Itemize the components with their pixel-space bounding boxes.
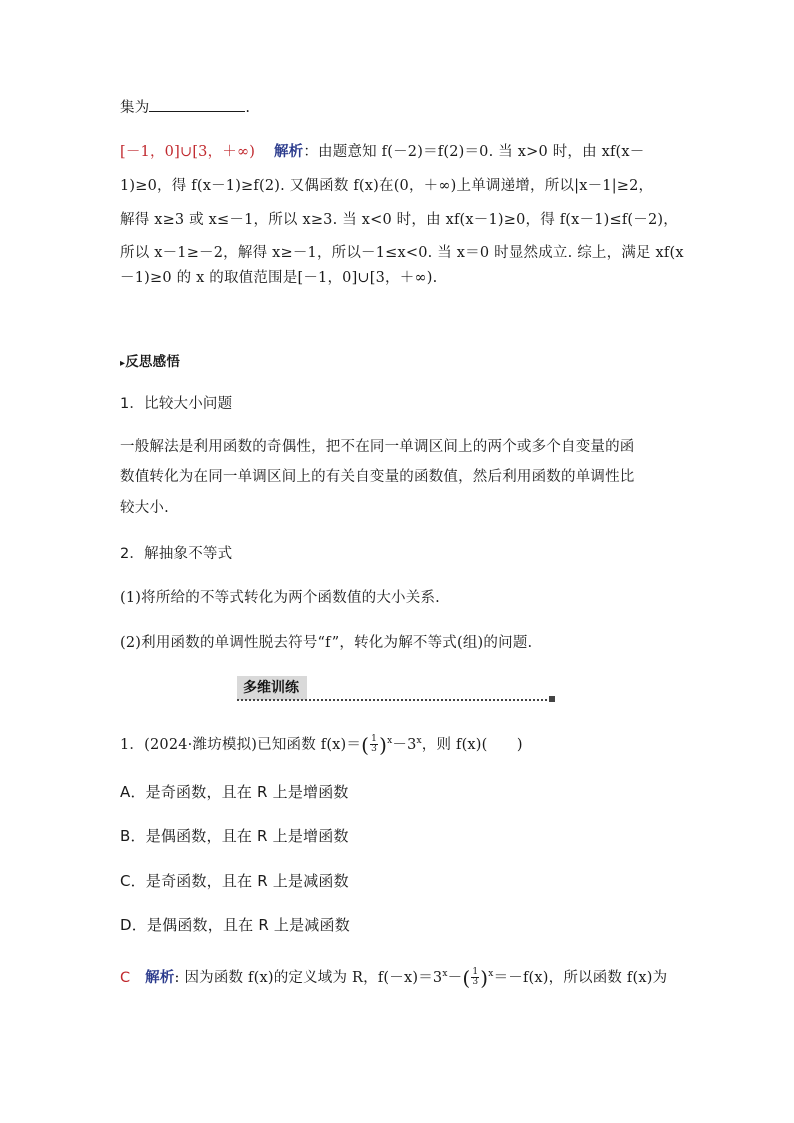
answer-blank	[149, 97, 245, 112]
blank-prefix: 集为	[120, 100, 150, 116]
reflection-item2-title: 2．解抽象不等式	[120, 546, 233, 562]
solution1-line1	[120, 142, 644, 162]
solution1-line5: －1)≥0 的 x 的取值范围是[－1，0]∪[3，＋∞).	[120, 270, 438, 286]
solution2-fraction	[471, 968, 479, 987]
paren-close-2: )	[480, 965, 489, 990]
reflection-item1-title: 1．比较大小问题	[120, 396, 233, 412]
reflection-marker-icon: ▸	[120, 358, 126, 369]
solution2-answer: C	[120, 969, 131, 986]
reflection-item1-line3: 较大小.	[120, 500, 169, 516]
option-b: B．是偶函数，且在 R 上是增函数	[120, 827, 349, 845]
question1-exponent-2: x	[416, 736, 422, 746]
reflection-item2-line2: (2)利用函数的单调性脱去符号“f”，转化为解不等式(组)的问题.	[120, 635, 533, 651]
question1-stem	[120, 731, 523, 755]
solution2-label: 解析	[145, 969, 175, 986]
question1-stem-text: 1．(2024·潍坊模拟)已知函数 f(x)＝	[120, 736, 362, 753]
solution1-label: 解析	[273, 144, 304, 160]
section-banner	[237, 676, 555, 702]
reflection-item1-line2: 数值转化为在同一单调区间上的有关自变量的函数值，然后利用函数的单调性比	[120, 469, 635, 485]
fraction-numerator-2: 1	[472, 967, 479, 978]
solution2-exponent-1: x	[442, 969, 448, 979]
solution2-line1	[120, 964, 667, 988]
solution2-text-c: ＝－f(x)，所以函数 f(x)为	[493, 969, 668, 986]
reflection-item2-line1: (1)将所给的不等式转化为两个函数值的大小关系.	[120, 590, 440, 606]
paren-close: )	[379, 732, 388, 757]
solution1-line2: 1)≥0，得 f(x－1)≥f(2). 又偶函数 f(x)在(0，＋∞)上单调递增，所以|x－1|≥2，	[120, 178, 654, 194]
option-c: C．是奇函数，且在 R 上是减函数	[120, 872, 349, 890]
solution2-exponent-2: x	[488, 969, 494, 979]
solution2-text-a: : 因为函数 f(x)的定义域为 R，f(－x)＝3	[174, 969, 443, 986]
solution2-text-b: －	[447, 969, 463, 986]
reflection-title: 反思感悟	[125, 354, 181, 370]
banner-title: 多维训练	[237, 676, 307, 700]
option-a: A．是奇函数，且在 R 上是增函数	[120, 783, 349, 801]
fraction-denominator: 3	[371, 744, 378, 755]
solution1-text-1: ：由题意知 f(－2)＝f(2)＝0. 当 x>0 时，由 xf(x－	[303, 144, 645, 160]
banner-end-marker	[549, 696, 555, 702]
fill-in-blank-line	[120, 97, 250, 118]
question1-fraction	[370, 735, 378, 754]
reflection-heading	[120, 352, 180, 374]
fraction-numerator: 1	[371, 734, 378, 745]
paren-open-2: (	[462, 965, 471, 990]
banner-divider	[237, 699, 555, 701]
paren-open: (	[361, 732, 370, 757]
solution1-answer: [－1，0]∪[3，＋∞)	[120, 144, 256, 160]
solution1-line4: 所以 x－1≥－2，解得 x≥－1，所以－1≤x<0. 当 x＝0 时显然成立. 综上，满足 xf(x	[120, 245, 684, 261]
fraction-denominator-2: 3	[472, 977, 479, 988]
question1-stem-end: ，则 f(x)( )	[421, 736, 523, 753]
solution1-line3: 解得 x≥3 或 x≤－1，所以 x≥3. 当 x<0 时，由 xf(x－1)≥0，得 f(x－1)≤f(－2)，	[120, 212, 678, 228]
question1-minus-term: －3	[392, 736, 417, 753]
blank-suffix: .	[245, 100, 251, 116]
reflection-item1-line1: 一般解法是利用函数的奇偶性，把不在同一单调区间上的两个或多个自变量的函	[120, 439, 635, 455]
option-d: D．是偶函数，且在 R 上是减函数	[120, 916, 350, 934]
question1-exponent-1: x	[387, 736, 393, 746]
